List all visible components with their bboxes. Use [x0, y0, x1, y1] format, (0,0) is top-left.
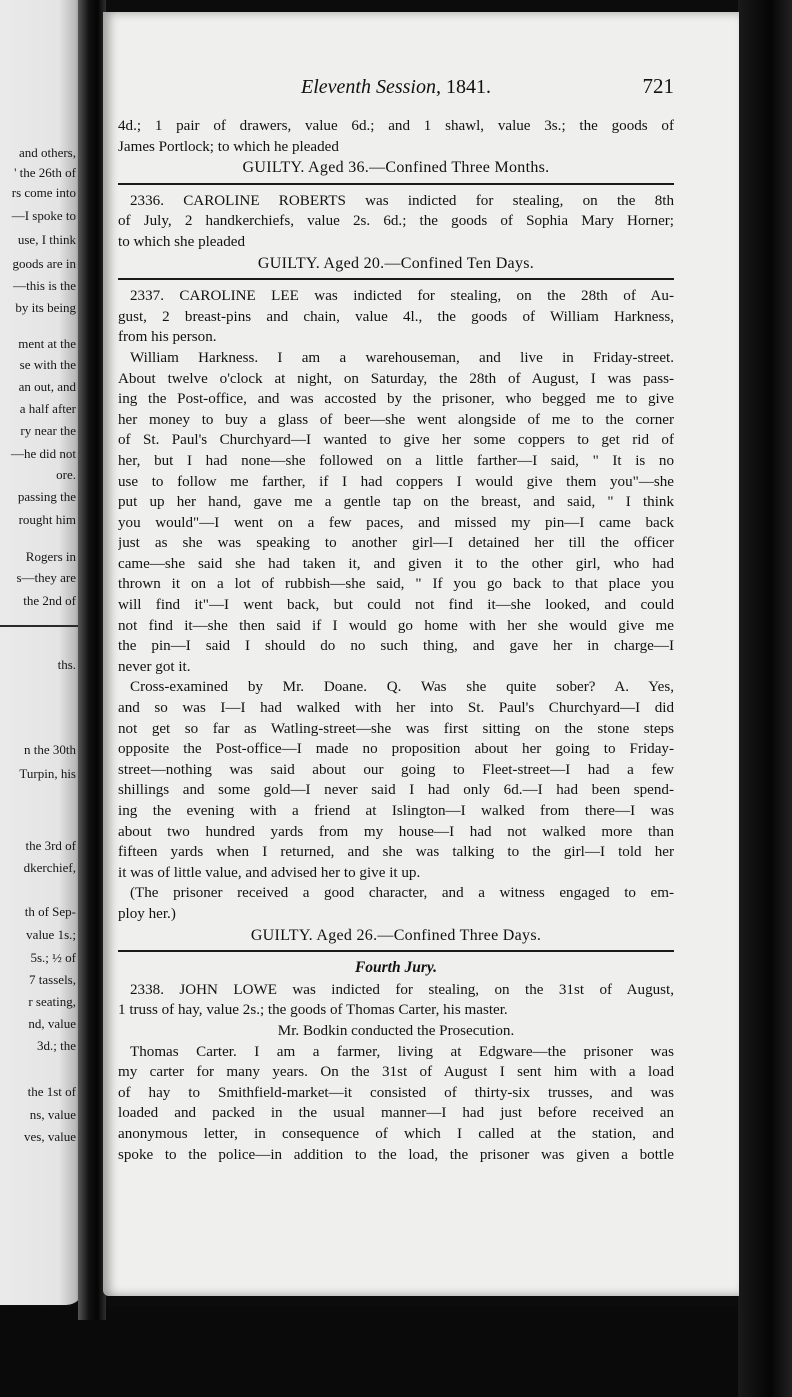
case-2338-testimony-line: anonymous letter, in consequence of which I called at the station, and [118, 1125, 674, 1142]
case-2337-line: ing the Post-office, and was accosted by the prisoner, who begged me to give [118, 391, 674, 408]
case-2338-testimony [118, 1042, 674, 1166]
case-2337-line: fifteen yards when I returned, and she was talking to the girl—I told her [118, 844, 674, 861]
case-2338-testimony-line: my carter for many years. On the 31st of August I sent him with a load [118, 1064, 674, 1081]
facing-page-fragment: 5s.; ½ of [30, 950, 76, 965]
case-2337-line: will find it"—I went back, but could not find it—she looked, and could [118, 597, 674, 614]
case-2337-line: opposite the Post-office—I made no proposition about her going to Friday- [118, 741, 674, 758]
case-2337-line: use to follow me farther, if I had coppers I would give them you"—she [118, 473, 674, 490]
case-2337-line: of St. Paul's Churchyard—I wanted to give her some coppers to get rid of [118, 432, 674, 449]
facing-page-fragment: 3d.; the [37, 1038, 76, 1053]
case-prev-line: 4d.; 1 pair of drawers, value 6d.; and 1 shawl, value 3s.; the goods of [118, 118, 674, 134]
facing-page-fragment: ment at the [18, 336, 76, 351]
case-2337-line: 2337. CAROLINE LEE was indicted for stealing, on the 28th of Au- [130, 288, 674, 305]
scan-background [0, 1307, 792, 1397]
facing-page-fragment: s—they are [16, 570, 76, 585]
case-prev-verdict: GUILTY. Aged 36.—Confined Three Months. [242, 159, 550, 177]
facing-page-fragment: se with the [19, 357, 76, 372]
facing-page-fragment: —I spoke to [11, 208, 76, 223]
facing-page-fragment: ns, value [29, 1107, 76, 1122]
case-2337-line: came—she said she had taken it, and given it to the other girl, who had [118, 555, 674, 572]
facing-page-fragment: an out, and [18, 379, 76, 394]
facing-page-fragment: dkerchief, [23, 860, 76, 875]
facing-page-fragment: the 3rd of [25, 838, 76, 853]
facing-page-fragment: ths. [57, 657, 76, 672]
facing-page-fragment: ore. [56, 467, 76, 482]
book-gutter [78, 0, 106, 1320]
facing-page-fragment: value 1s.; [26, 927, 76, 942]
case-2338-line: 1 truss of hay, value 2s.; the goods of Thomas Carter, his master. [118, 1002, 508, 1019]
facing-page-fragment: Rogers in [25, 549, 76, 564]
case-2337-line: just as she was speaking to another girl—I detained her till the officer [118, 535, 674, 552]
facing-page-fragment: rought him [18, 512, 76, 527]
facing-page-fragment: n the 30th [24, 742, 76, 757]
facing-page-fragment: the 2nd of [23, 593, 76, 608]
facing-page-fragment: by its being [15, 300, 76, 315]
facing-page-fragment: goods are in [12, 256, 76, 271]
scanner-edge [738, 0, 792, 1397]
session-title: Eleventh Session, [301, 76, 441, 98]
case-2337-line: street—nothing was said about our going to Fleet-street—I had a few [118, 761, 674, 778]
facing-page-fragment: rs come into [11, 185, 76, 200]
case-2337-line: not get so far as Watling-street—she was first sitting on the stone steps [118, 720, 674, 737]
case-prev-line: James Portlock; to which he pleaded [118, 138, 339, 155]
case-2337-line: you would"—I went on a few paces, and missed my pin—I came back [118, 514, 674, 531]
case-divider [118, 183, 674, 185]
session-year: 1841. [445, 76, 491, 98]
case-divider [118, 950, 674, 952]
facing-page-fragment: r seating, [28, 994, 76, 1009]
case-2337-line: from his person. [118, 329, 217, 346]
case-2337-line: about two hundred yards from my house—I had not walked more than [118, 823, 674, 840]
facing-page-fragment: ry near the [20, 423, 76, 438]
case-2336-line: 2336. CAROLINE ROBERTS was indicted for stealing, on the 8th [130, 192, 674, 209]
case-2338-line: 2338. JOHN LOWE was indicted for stealing, on the 31st of August, [130, 981, 674, 998]
case-2337-line: thrown it on a lot of rubbish—she said, " If you go back to that place you [118, 576, 674, 593]
facing-page-fragment: ' the 26th of [14, 165, 76, 180]
page-number: 721 [642, 74, 674, 98]
case-2337-line: put up her hand, gave me a gentle tap on the breast, and said, " I think [118, 494, 674, 511]
case-divider [118, 278, 674, 280]
case-2337-line: her money to buy a glass of beer—she went alongside of me to the corner [118, 411, 674, 428]
case-2338-testimony-line: Thomas Carter. I am a farmer, living at Edgware—the prisoner was [130, 1043, 674, 1060]
facing-page-fragment: th of Sep- [24, 904, 76, 919]
case-2336-verdict: GUILTY. Aged 20.—Confined Ten Days. [257, 254, 535, 272]
case-2337-line: her, but I had none—she followed on a little farther—I said, " It is no [118, 452, 674, 469]
facing-page-fragment: the 1st of [27, 1084, 76, 1099]
case-2337-line: ing the evening with a friend at Islington—I walked from there—I was [118, 803, 674, 819]
case-2336-line: to which she pleaded [118, 233, 245, 250]
facing-page [0, 0, 84, 1305]
case-2337-line: not find it—she then said if I would go home with her she would give me [118, 617, 674, 634]
case-2337-line: gust, 2 breast-pins and chain, value 4l., the goods of William Harkness, [118, 308, 674, 325]
case-2337-line: About twelve o'clock at night, on Saturday, the 28th of August, I was pass- [118, 370, 674, 387]
case-2337 [118, 286, 674, 924]
facing-page-fragment: —he did not [11, 446, 76, 461]
facing-page-fragment: a half after [19, 401, 76, 416]
case-2337-line: Cross-examined by Mr. Doane. Q. Was she quite sober? A. Yes, [130, 679, 674, 696]
case-2337-line: (The prisoner received a good character, and a witness engaged to em- [130, 885, 674, 902]
facing-page-fragment: and others, [18, 145, 76, 160]
facing-page-fragment: passing the [17, 489, 76, 504]
facing-page-rule [0, 625, 84, 627]
case-2338-testimony-line: loaded and packed in the usual manner—I had just before received an [118, 1105, 674, 1122]
case-2338-testimony-line: spoke to the police—in addition to the load, the prisoner was given a bottle [118, 1146, 674, 1163]
case-2337-line: never got it. [118, 658, 191, 675]
page-body [118, 116, 674, 1165]
facing-page-fragment: —this is the [13, 278, 76, 293]
case-2337-line: and so was I—I had walked with her into St. Paul's Churchyard—I did [118, 700, 674, 717]
case-2337-line: ploy her.) [118, 905, 176, 922]
case-2337-line: the pin—I said I should do no such thing, and gave her in charge—I [118, 638, 674, 655]
case-2338-testimony-line: of hay to Smithfield-market—it consisted of thirty-six trusses, and was [118, 1084, 674, 1101]
book-page [103, 12, 739, 1296]
facing-page-fragment: use, I think [17, 232, 76, 247]
case-2337-verdict: GUILTY. Aged 26.—Confined Three Days. [250, 926, 542, 944]
case-2336-line: of July, 2 handkerchiefs, value 2s. 6d.; the goods of Sophia Mary Horner; [118, 213, 674, 230]
case-2337-line: William Harkness. I am a warehouseman, and live in Friday-street. [130, 349, 674, 366]
facing-page-fragment: ves, value [24, 1129, 76, 1144]
case-2337-line: it was of little value, and advised her to give it up. [118, 864, 421, 881]
facing-page-fragment: Turpin, his [19, 766, 76, 781]
facing-page-fragment: 7 tassels, [29, 972, 76, 987]
facing-page-fragment: nd, value [28, 1016, 76, 1031]
running-head-title [118, 76, 674, 99]
case-2337-line: shillings and some gold—I never said I had only 6d.—I had been spend- [118, 782, 674, 799]
jury-heading: Fourth Jury. [354, 959, 438, 977]
running-head [118, 72, 674, 104]
prosecution-counsel: Mr. Bodkin conducted the Prosecution. [277, 1022, 515, 1039]
